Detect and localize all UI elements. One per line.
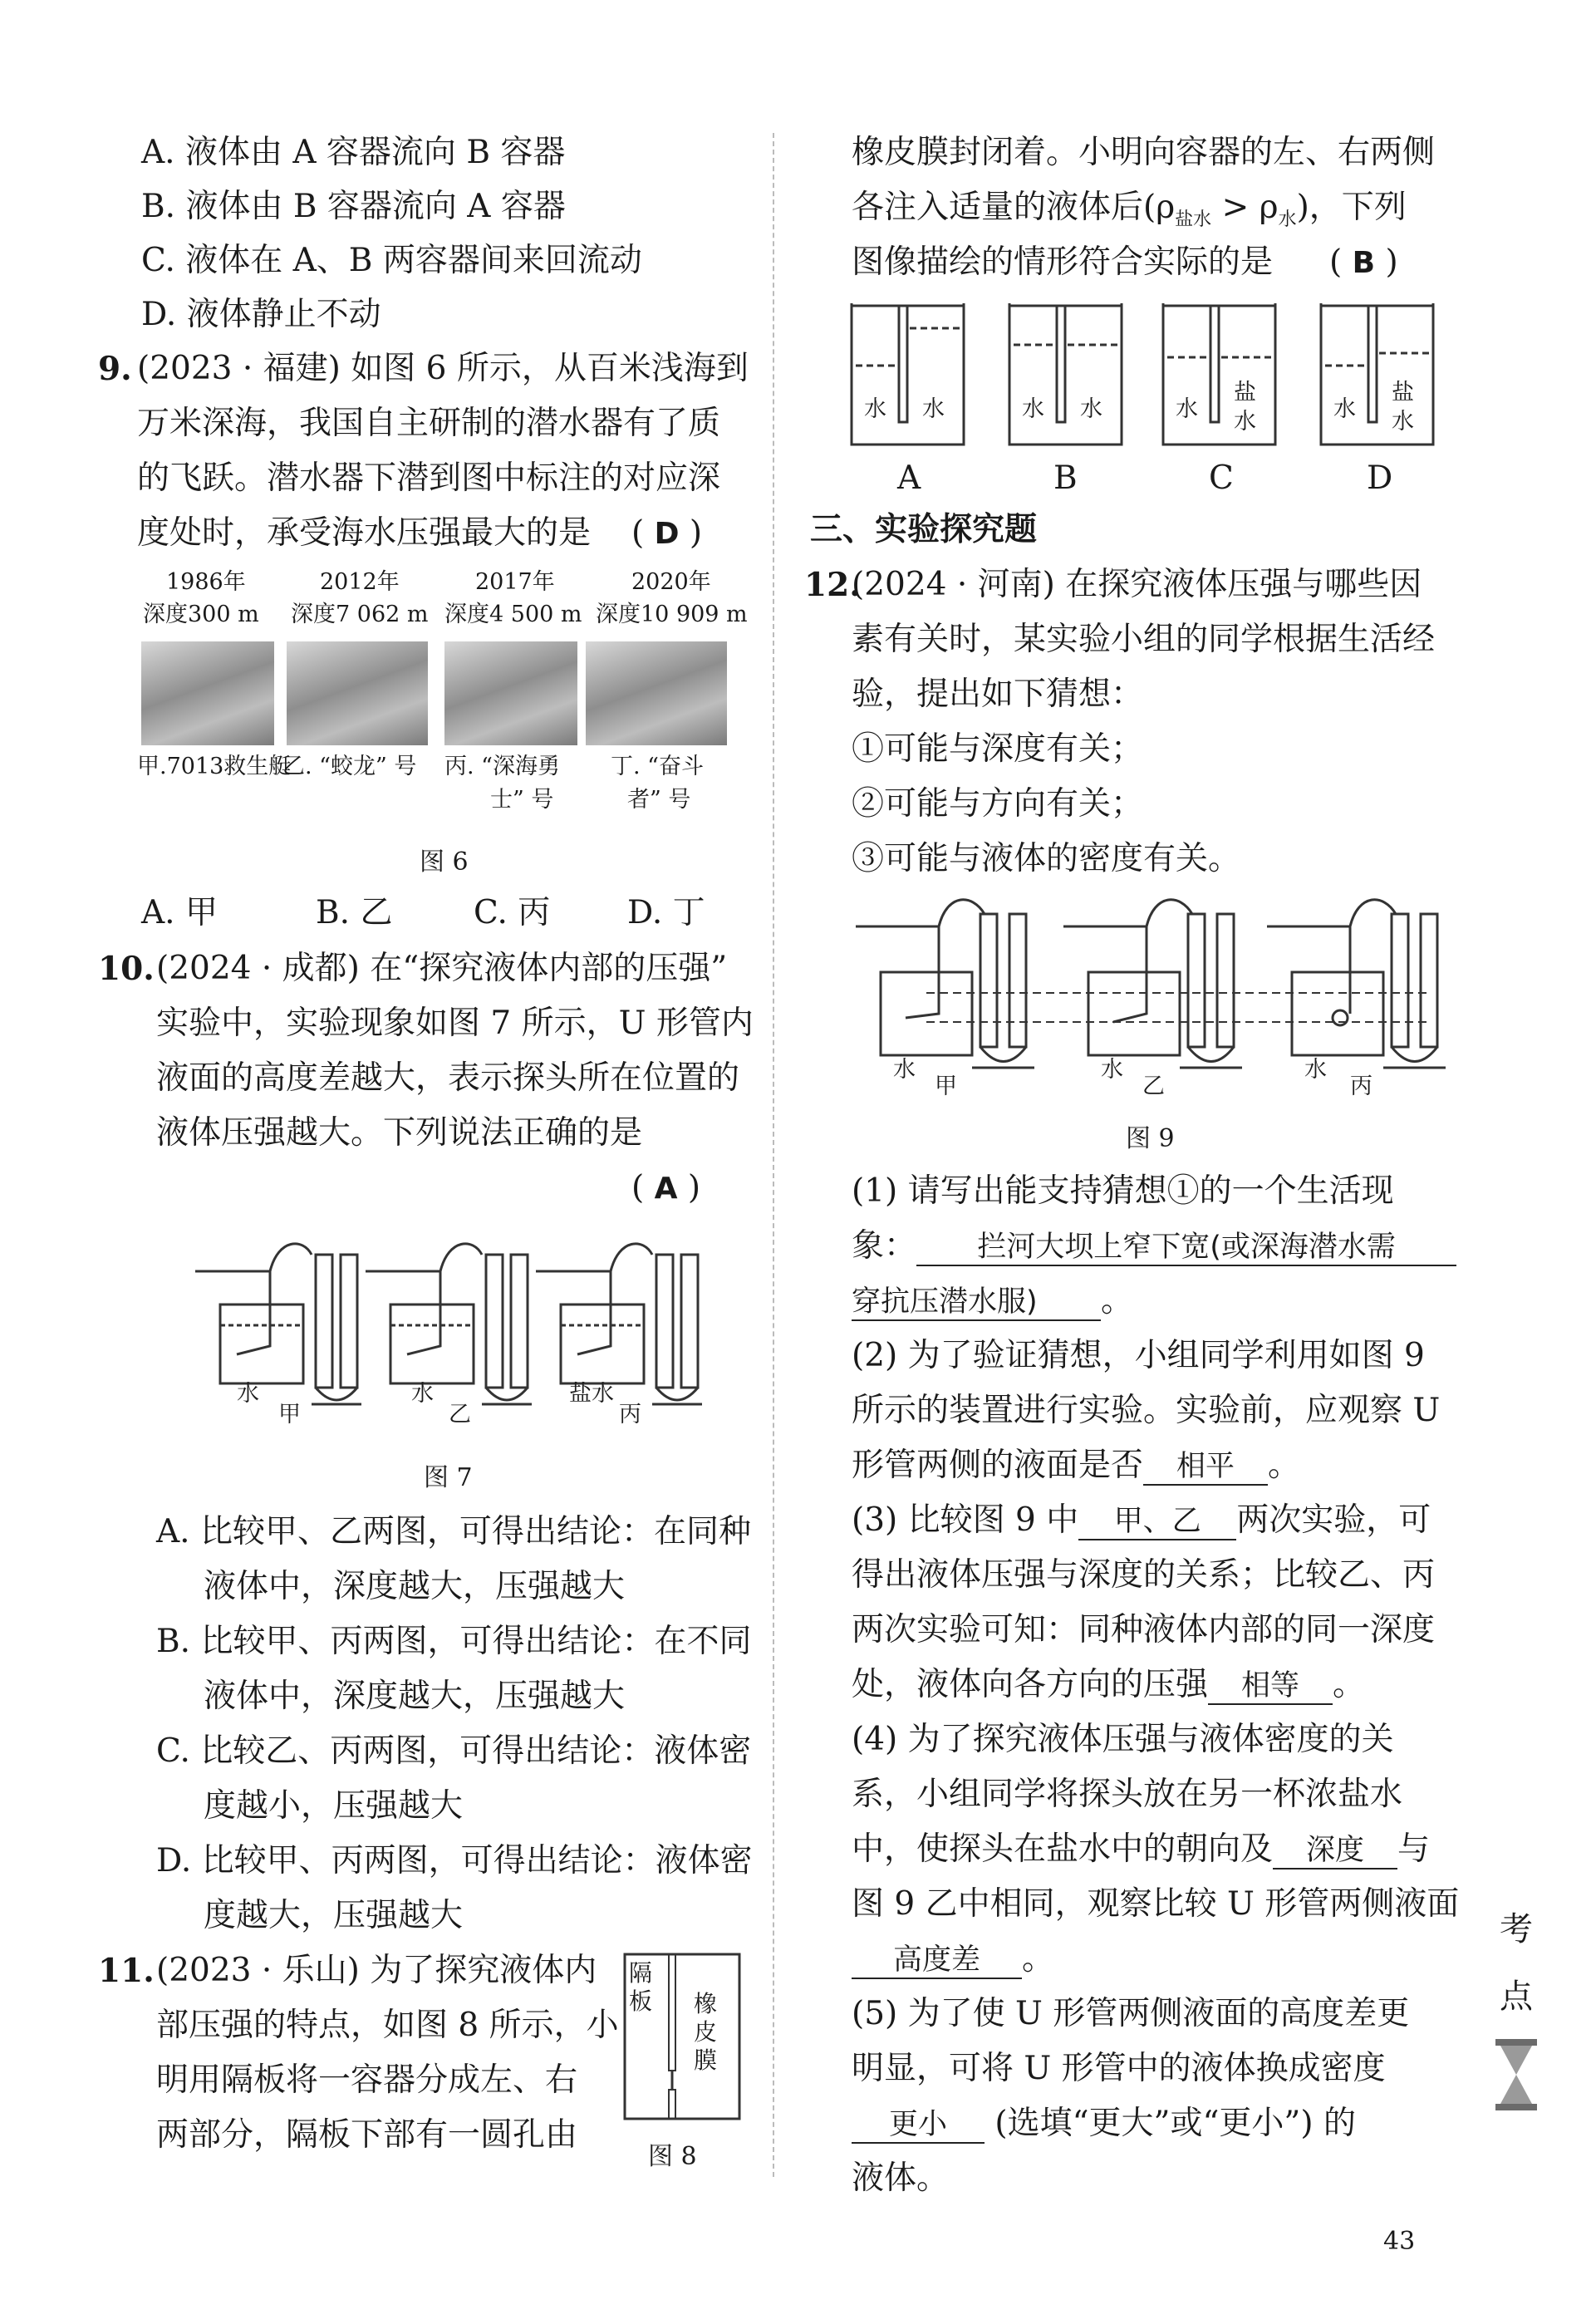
fig6-caption: 者” 号 (627, 787, 691, 813)
fig7-label: 乙 (449, 1402, 471, 1427)
fig6-depth: 深度7 062 m (291, 602, 429, 627)
q12-line: 素有关时，某实验小组的同学根据生活经 (852, 621, 1436, 658)
q11-line: 明用隔板将一容器分成左、右 (156, 2061, 578, 2099)
fig8-membrane-label: 橡皮膜 (694, 1990, 718, 2074)
panel-letter: B (1053, 459, 1078, 497)
answer-blank: 甲、乙 (1078, 1504, 1236, 1540)
q10-option: 度越小，压强越大 (204, 1787, 464, 1825)
submersible-photo (586, 641, 727, 745)
fig6-caption: 乙. “蛟龙” 号 (282, 754, 417, 779)
q12-line: 验，提出如下猜想： (852, 676, 1144, 713)
q12-line: ③可能与液体的密度有关。 (852, 840, 1241, 877)
panel-salt-label: 水 (1392, 409, 1414, 435)
q12-part4: 图 9 乙中相同，观察比较 U 形管两侧液面 (852, 1885, 1460, 1923)
q12-part5: 液体。 (852, 2159, 950, 2197)
q12-part2: 形管两侧的液面是否 相平 。 (852, 1447, 1301, 1484)
fig6-depth: 深度300 m (143, 602, 259, 627)
panel-letter: D (1367, 459, 1393, 497)
u-tube-setup (1063, 900, 1242, 1068)
panel-water-label: 水 (864, 396, 886, 422)
q11-line: 两部分，隔板下部有一圆孔由 (156, 2116, 578, 2154)
q11-number: 11. (98, 1952, 155, 1990)
panel-salt-label: 水 (1234, 409, 1256, 435)
q12-part3: 得出液体压强与深度的关系；比较乙、丙 (852, 1556, 1436, 1594)
q12-part4: 系，小组同学将探头放在另一杯浓盐水 (852, 1776, 1403, 1813)
q12-part3: (3) 比较图 9 中 甲、乙 两次实验，可 (852, 1501, 1431, 1539)
fig9-label: 水 (893, 1057, 916, 1083)
q9-number: 9. (98, 350, 132, 388)
answer-blank: 相等 (1208, 1668, 1333, 1705)
fig7-label: 水 (411, 1381, 434, 1407)
fig7-label: 丙 (619, 1402, 641, 1427)
fig6-caption: 丙. “深海勇 (444, 754, 560, 779)
fig9-label: 水 (1101, 1057, 1123, 1083)
q10-option: 度越大，压强越大 (204, 1897, 464, 1934)
figure-9-caption: 图 9 (1126, 1124, 1175, 1153)
fig6-year: 2020年 (631, 569, 711, 595)
panel-salt-label: 盐 (1392, 380, 1414, 405)
q12-part3: 处，液体向各方向的压强 相等 。 (852, 1666, 1366, 1703)
q10-line: 液体压强越大。下列说法正确的是 (156, 1114, 643, 1152)
q10-line: 实验中，实验现象如图 7 所示，U 形管内 (156, 1005, 754, 1042)
sidebar-char: 考 (1500, 1910, 1533, 1948)
answer-blank: 更小 (852, 2107, 985, 2144)
u-tube-setup (1267, 900, 1446, 1068)
q8-option-a: A. 液体由 A 容器流向 B 容器 (141, 134, 566, 171)
panel-letter: C (1209, 459, 1234, 497)
q10-option: C. 比较乙、丙两图，可得出结论：液体密 (156, 1732, 752, 1770)
q8-option-b: B. 液体由 B 容器流向 A 容器 (141, 188, 566, 225)
column-divider (773, 133, 774, 2177)
q11-line: (2023 · 乐山) 为了探究液体内 (156, 1952, 597, 1989)
q11-line: 部压强的特点，如图 8 所示，小 (156, 2007, 619, 2044)
q10-option: A. 比较甲、乙两图，可得出结论：在同种 (156, 1513, 751, 1550)
fig7-label: 甲 (278, 1402, 301, 1427)
q9-line: 的飞跃。潜水器下潜到图中标注的对应深 (137, 459, 721, 497)
fig6-caption: 士” 号 (490, 787, 554, 813)
q12-part1: 穿抗压潜水服) 。 (852, 1282, 1134, 1319)
fig6-caption: 甲.7013救生艇 (137, 754, 292, 779)
q10-line: 液面的高度差越大，表示探头所在位置的 (156, 1059, 740, 1097)
panel-water-label: 水 (1333, 396, 1356, 422)
panel-salt-label: 盐 (1234, 380, 1256, 405)
q12-part2: 所示的装置进行实验。实验前，应观察 U (852, 1392, 1441, 1429)
q9-answer: D (654, 517, 680, 551)
q12-part1: (1) 请写出能支持猜想①的一个生活现 (852, 1172, 1394, 1210)
page-number: 43 (1383, 2227, 1416, 2256)
q12-line: ①可能与深度有关； (852, 730, 1144, 768)
q9-option: C. 丙 (474, 894, 551, 931)
q10-answer-bracket: ( A ) (631, 1169, 701, 1206)
panel-water-label: 水 (922, 396, 945, 422)
answer-blank: 拦河大坝上窄下宽(或深海潜水需 (916, 1230, 1456, 1266)
fig6-year: 2012年 (320, 569, 400, 595)
fig6-caption: 丁. “奋斗 (611, 754, 704, 779)
fig9-label: 丙 (1350, 1074, 1372, 1099)
figure-9-apparatus (847, 889, 1471, 1080)
q11-answer: B (1352, 246, 1376, 280)
panel-letter: A (897, 459, 921, 497)
fig7-label: 水 (237, 1381, 259, 1407)
fig9-label: 水 (1304, 1057, 1327, 1083)
q11-cont-line: 图像描绘的情形符合实际的是 (852, 243, 1274, 281)
q9-option: D. 丁 (627, 894, 705, 931)
q10-option: 液体中，深度越大，压强越大 (204, 1678, 626, 1715)
fig8-partition-label: 隔板 (629, 1959, 653, 2015)
fig6-depth: 深度4 500 m (444, 602, 582, 627)
sidebar-char: 点 (1500, 1978, 1533, 2016)
q10-option: 液体中，深度越大，压强越大 (204, 1568, 626, 1605)
q11-answer-bracket: ( B ) (1329, 243, 1398, 281)
figure-7-caption: 图 7 (424, 1463, 473, 1492)
u-tube-setup (366, 1244, 532, 1404)
q9-option: B. 乙 (316, 894, 393, 931)
q10-line: (2024 · 成都) 在“探究液体内部的压强” (156, 950, 728, 987)
q11-cont-line: 各注入适量的液体后$(\rho_{盐水} > \rho_水)$，下列 (852, 189, 1407, 230)
q12-part4: (4) 为了探究液体压强与液体密度的关 (852, 1721, 1394, 1758)
q9-line: (2023 · 福建) 如图 6 所示，从百米浅海到 (137, 350, 749, 387)
figure-7-apparatus (179, 1221, 727, 1413)
u-tube-setup (536, 1244, 702, 1404)
figure-6-caption: 图 6 (420, 848, 469, 877)
u-tube-setup (856, 900, 1034, 1068)
answer-blank: 穿抗压潜水服) (852, 1285, 1101, 1321)
q12-part2: (2) 为了验证猜想，小组同学利用如图 9 (852, 1337, 1425, 1374)
fig6-depth: 深度10 909 m (596, 602, 748, 627)
fig9-label: 甲 (935, 1074, 957, 1099)
q12-part4: 高度差 。 (852, 1939, 1054, 1979)
q9-answer-bracket: ( D ) (631, 514, 703, 552)
q12-part5: (5) 为了使 U 形管两侧液面的高度差更 (852, 1995, 1410, 2032)
q9-line: 万米深海，我国自主研制的潜水器有了质 (137, 405, 721, 442)
q11-cont-line: 橡皮膜封闭着。小明向容器的左、右两侧 (852, 134, 1436, 171)
q8-option-d: D. 液体静止不动 (141, 296, 381, 333)
q12-part5: 明显，可将 U 形管中的液体换成密度 (852, 2050, 1386, 2087)
fig6-year: 1986年 (166, 569, 246, 595)
answer-blank: 相平 (1143, 1449, 1268, 1486)
submersible-photo (287, 641, 428, 745)
q12-part5: 更小 (选填“更大”或“更小”) 的 (852, 2104, 1356, 2144)
panel-water-label: 水 (1080, 396, 1102, 422)
q12-line: (2024 · 河南) 在探究液体压强与哪些因 (852, 566, 1422, 603)
panel-water-label: 水 (1176, 396, 1198, 422)
submersible-photo (444, 641, 577, 745)
section-title: 三、实验探究题 (810, 511, 1038, 548)
submersible-photo (141, 641, 274, 745)
fig6-year: 2017年 (475, 569, 555, 595)
panel-water-label: 水 (1022, 396, 1044, 422)
q9-line: 度处时，承受海水压强最大的是 (137, 514, 592, 552)
q8-option-c: C. 液体在 A、B 两容器间来回流动 (141, 242, 642, 279)
u-tube-setup (195, 1244, 361, 1404)
q9-option: A. 甲 (141, 894, 218, 931)
q10-option: B. 比较甲、丙两图，可得出结论：在不同 (156, 1623, 752, 1660)
q12-part1: 象： 拦河大坝上窄下宽(或深海潜水需 (852, 1226, 1456, 1266)
q12-number: 12. (804, 566, 861, 604)
figure-8-caption: 图 8 (648, 2142, 697, 2171)
answer-blank: 高度差 (852, 1943, 1022, 1979)
q10-number: 10. (98, 950, 155, 988)
q12-part4: 中，使探头在盐水中的朝向及 深度 与 (852, 1830, 1431, 1868)
sidebar-tab (1475, 1903, 1558, 2120)
q12-part3: 两次实验可知：同种液体内部的同一深度 (852, 1611, 1436, 1648)
answer-blank: 深度 (1273, 1833, 1397, 1870)
q10-answer: A (654, 1172, 678, 1206)
q12-line: ②可能与方向有关； (852, 785, 1144, 823)
hourglass-icon (1494, 2037, 1539, 2112)
fig7-label: 盐水 (569, 1381, 614, 1407)
fig9-label: 乙 (1142, 1074, 1165, 1099)
q10-option: D. 比较甲、丙两图，可得出结论：液体密 (156, 1842, 753, 1879)
